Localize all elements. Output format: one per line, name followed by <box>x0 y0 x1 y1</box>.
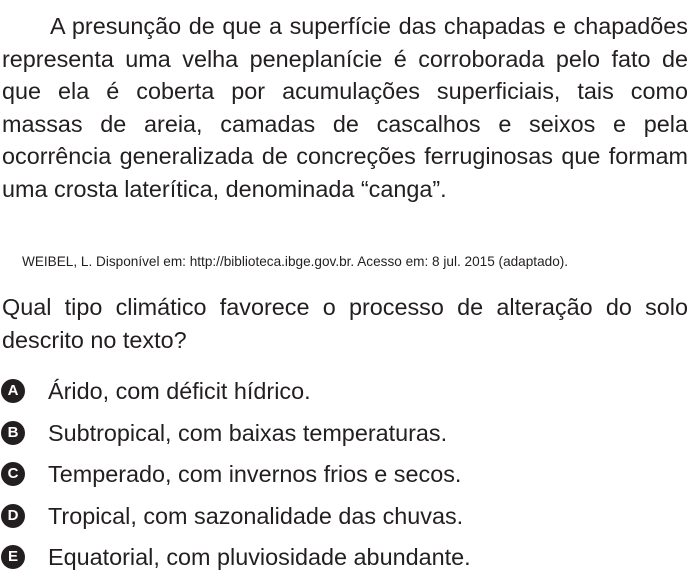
option-b-letter-badge: B <box>1 421 25 445</box>
option-c-letter-badge: C <box>1 462 25 486</box>
option-b[interactable] <box>0 414 700 456</box>
option-e-letter-badge: E <box>1 545 25 569</box>
option-a-text: Árido, com déficit hídrico. <box>48 378 311 404</box>
option-e[interactable] <box>0 538 700 580</box>
option-c[interactable] <box>0 455 700 497</box>
option-e-text: Equatorial, com pluviosidade abundante. <box>48 544 471 570</box>
option-c-text: Temperado, com invernos frios e secos. <box>48 461 462 487</box>
option-b-text: Subtropical, com baixas temperaturas. <box>48 419 448 446</box>
option-a-letter-badge: A <box>1 379 25 403</box>
passage-text: A presunção de que a superfície das chapadas e chapadões representa uma velha peneplanície é corroborada pelo fato de que ela é coberta por acumulações superficiais, tais como massas de areia, camadas de cascalhos e seixos e pela ocorrência generalizada de concreções ferruginosas que formam uma crosta laterítica, denominada “canga”. <box>2 13 688 202</box>
option-a[interactable] <box>0 372 700 414</box>
option-d[interactable] <box>0 497 700 539</box>
answer-options <box>0 372 700 580</box>
option-d-letter-badge: D <box>1 504 25 528</box>
source-citation: WEIBEL, L. Disponível em: http://biblioteca.ibge.gov.br. Acesso em: 8 jul. 2015 (adaptado). <box>22 254 569 269</box>
question-prompt: Qual tipo climático favorece o processo de alteração do solo descrito no texto? <box>2 294 688 353</box>
option-d-text: Tropical, com sazonalidade das chuvas. <box>48 502 464 529</box>
